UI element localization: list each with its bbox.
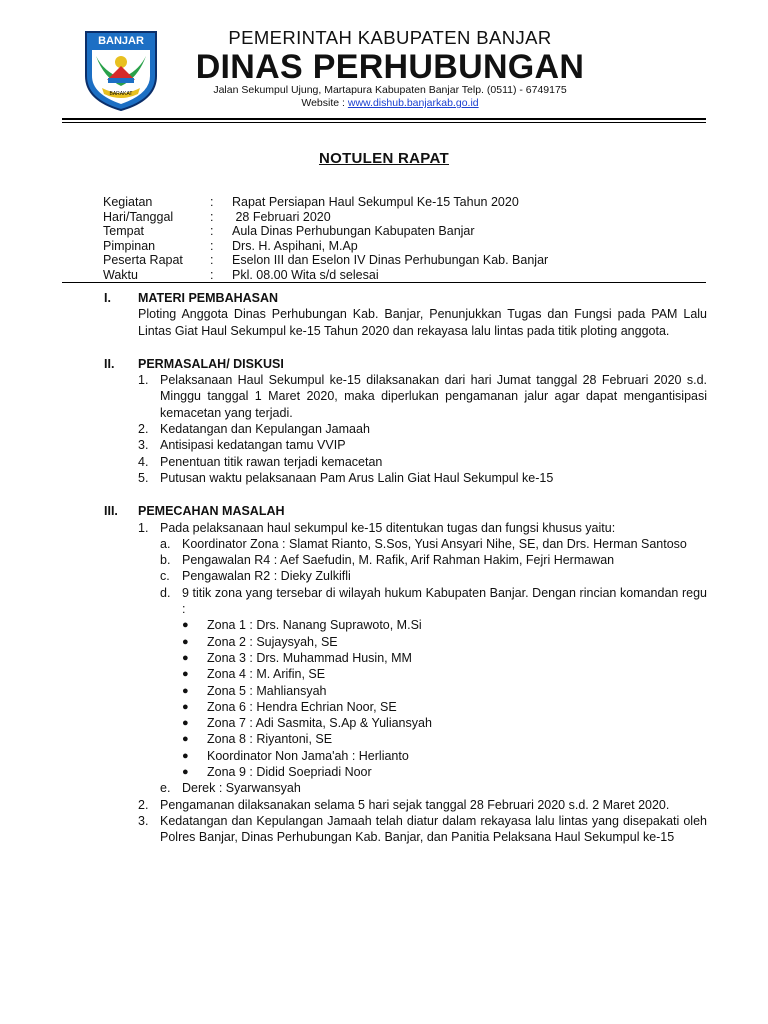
website-link[interactable]: www.dishub.banjarkab.go.id	[347, 97, 479, 109]
agency-website	[160, 97, 620, 110]
item-number: 1.	[138, 373, 149, 388]
zone-bullet	[182, 617, 707, 633]
info-label: Kegiatan	[103, 195, 153, 209]
section-heading	[62, 503, 707, 519]
item-number: 4.	[138, 454, 149, 469]
sub-item-text: Pengawalan R4 : Aef Saefudin, M. Rafik, Arif Rahman Hakim, Fejri Hermawan	[182, 553, 615, 568]
info-divider	[62, 282, 706, 283]
item-text: Pengamanan dilaksanakan selama 5 hari sejak tanggal 28 Februari 2020 s.d. 2 Maret 2020.	[160, 797, 670, 812]
zone-bullet	[182, 650, 707, 666]
section-number: II.	[104, 356, 115, 371]
info-label: Hari/Tanggal	[103, 209, 174, 224]
item-text: Kedatangan dan Kepulangan Jamaah	[160, 422, 370, 437]
section-title: MATERI PEMBAHASAN	[138, 291, 279, 305]
meeting-info	[103, 195, 723, 282]
bullet-icon: ●	[182, 766, 189, 779]
info-row	[103, 210, 723, 225]
info-value: Pkl. 08.00 Wita s/d selesai	[232, 267, 379, 282]
info-row	[103, 268, 723, 283]
bullet-icon: ●	[182, 700, 189, 713]
info-row	[103, 239, 723, 254]
logo-ribbon-text: BARAKAT	[109, 91, 133, 97]
zone-bullet	[182, 699, 707, 715]
section-heading	[62, 356, 707, 372]
item-number: 3.	[138, 438, 149, 453]
zone-bullet	[182, 748, 707, 764]
zone-text: Zona 3 : Drs. Muhammad Husin, MM	[207, 650, 412, 665]
item-text: Kedatangan dan Kepulangan Jamaah telah diatur dalam rekayasa lalu lintas yang disepakati oleh Polres Banjar, Dinas Perhubungan Kab. Banjar, dan Panitia Pelaksana Haul Sekumpul ke-15	[160, 813, 707, 845]
bullet-icon: ●	[182, 717, 189, 730]
zone-bullet	[182, 666, 707, 682]
agency-name: DINAS PERHUBUNGAN	[195, 48, 585, 86]
list-item	[138, 421, 707, 437]
zone-text: Zona 9 : Didid Soepriadi Noor	[207, 765, 372, 780]
item-text: Pada pelaksanaan haul sekumpul ke-15 ditentukan tugas dan fungsi khusus yaitu:	[160, 520, 616, 535]
zone-text: Koordinator Non Jama'ah : Herlianto	[207, 748, 409, 763]
zone-bullet	[182, 764, 707, 780]
item-number: 5.	[138, 470, 149, 485]
zone-bullet	[182, 634, 707, 650]
info-colon: :	[210, 195, 214, 209]
bullet-icon: ●	[182, 619, 189, 632]
bullet-icon: ●	[182, 749, 189, 762]
info-row	[103, 224, 723, 239]
info-label: Waktu	[103, 267, 138, 282]
sub-item	[160, 568, 707, 584]
section-title: PERMASALAH/ DISKUSI	[138, 356, 284, 371]
list-item	[138, 470, 707, 486]
sub-item-letter: a.	[160, 536, 171, 551]
bullet-icon: ●	[182, 733, 189, 746]
sub-item-text: Pengawalan R2 : Dieky Zulkifli	[182, 569, 351, 584]
sub-item	[160, 585, 707, 618]
zone-bullet	[182, 715, 707, 731]
zone-text: Zona 7 : Adi Sasmita, S.Ap & Yuliansyah	[207, 716, 432, 731]
letterhead-rule-thin	[62, 122, 706, 123]
bullet-icon: ●	[182, 668, 189, 681]
info-label: Peserta Rapat	[103, 253, 183, 267]
info-row	[103, 195, 723, 210]
section-paragraph: Ploting Anggota Dinas Perhubungan Kab. Banjar, Penunjukkan Tugas dan Fungsi pada PAM Lalu Lintas Giat Haul Sekumpul ke-15 Tahun 2020 dan rekayasa lalu lintas pada titik ploting anggota.	[138, 307, 707, 338]
info-value: Aula Dinas Perhubungan Kabupaten Banjar	[232, 224, 475, 238]
info-colon: :	[210, 238, 214, 253]
item-number: 3.	[138, 813, 149, 828]
list-item	[138, 520, 707, 536]
minutes-body	[62, 290, 707, 846]
info-value: Rapat Persiapan Haul Sekumpul Ke-15 Tahun 2020	[232, 195, 519, 209]
bullet-icon: ●	[182, 651, 189, 664]
agency-address: Jalan Sekumpul Ujung, Martapura Kabupaten Banjar Telp. (0511) - 6749175	[213, 84, 567, 96]
info-label: Pimpinan	[103, 238, 156, 253]
info-colon: :	[210, 209, 214, 224]
zone-text: Zona 4 : M. Arifin, SE	[207, 667, 326, 682]
sub-item	[160, 536, 707, 552]
item-text: Pelaksanaan Haul Sekumpul ke-15 dilaksanakan dari hari Jumat tanggal 28 Februari 2020 s.d. Minggu tanggal 1 Maret 2020, maka diperlukan pengamanan jalur agar dapat mengantisipasi kemacetan yang terjadi.	[160, 373, 707, 420]
zone-bullet	[182, 731, 707, 747]
list-item	[138, 454, 707, 470]
info-colon: :	[210, 224, 214, 238]
section-heading	[62, 290, 707, 306]
zone-text: Zona 6 : Hendra Echrian Noor, SE	[207, 699, 397, 714]
sub-item-letter: d.	[160, 585, 171, 600]
sub-item-letter: b.	[160, 553, 171, 568]
sub-item-letter: c.	[160, 569, 170, 584]
item-text: Antisipasi kedatangan tamu VVIP	[160, 438, 346, 453]
zone-text: Zona 5 : Mahliansyah	[207, 683, 327, 698]
sub-item	[160, 552, 707, 568]
sub-item-text: Derek : Syarwansyah	[182, 781, 301, 796]
info-colon: :	[210, 267, 214, 282]
logo-banjar-text: BANJAR	[98, 35, 144, 47]
section-number: I.	[104, 291, 111, 305]
item-number: 2.	[138, 797, 149, 812]
website-label: Website :	[301, 97, 348, 109]
item-number: 1.	[138, 520, 149, 535]
document-title: NOTULEN RAPAT	[318, 150, 449, 167]
letterhead-rule-thick	[62, 118, 706, 120]
banjar-regency-logo	[82, 28, 160, 112]
zone-text: Zona 8 : Riyantoni, SE	[207, 732, 333, 747]
section-number: III.	[104, 504, 118, 519]
sub-item-text: Koordinator Zona : Slamat Rianto, S.Sos, Yusi Ansyari Nihe, SE, dan Drs. Herman Santoso	[182, 536, 687, 551]
zone-text: Zona 1 : Drs. Nanang Suprawoto, M.Si	[207, 618, 422, 633]
info-row	[103, 253, 723, 268]
info-value: Drs. H. Aspihani, M.Ap	[232, 238, 358, 253]
info-value: 28 Februari 2020	[232, 209, 331, 224]
list-item	[138, 813, 707, 846]
bullet-icon: ●	[182, 684, 189, 697]
zone-text: Zona 2 : Sujaysyah, SE	[207, 634, 338, 649]
government-name: PEMERINTAH KABUPATEN BANJAR	[228, 27, 552, 48]
info-value: Eselon III dan Eselon IV Dinas Perhubungan Kab. Banjar	[232, 253, 549, 267]
sub-item	[160, 780, 707, 796]
list-item	[138, 437, 707, 453]
section-title: PEMECAHAN MASALAH	[138, 504, 285, 519]
info-label: Tempat	[103, 224, 144, 238]
bullet-icon: ●	[182, 635, 189, 648]
list-item	[138, 372, 707, 421]
sub-item-text: 9 titik zona yang tersebar di wilayah hukum Kabupaten Banjar. Dengan rincian komandan regu :	[182, 585, 707, 617]
item-number: 2.	[138, 422, 149, 437]
list-item	[138, 797, 707, 813]
info-colon: :	[210, 253, 214, 267]
zone-bullet	[182, 683, 707, 699]
sub-item-letter: e.	[160, 781, 171, 796]
item-text: Putusan waktu pelaksanaan Pam Arus Lalin Giat Haul Sekumpul ke-15	[160, 470, 554, 485]
item-text: Penentuan titik rawan terjadi kemacetan	[160, 454, 383, 469]
